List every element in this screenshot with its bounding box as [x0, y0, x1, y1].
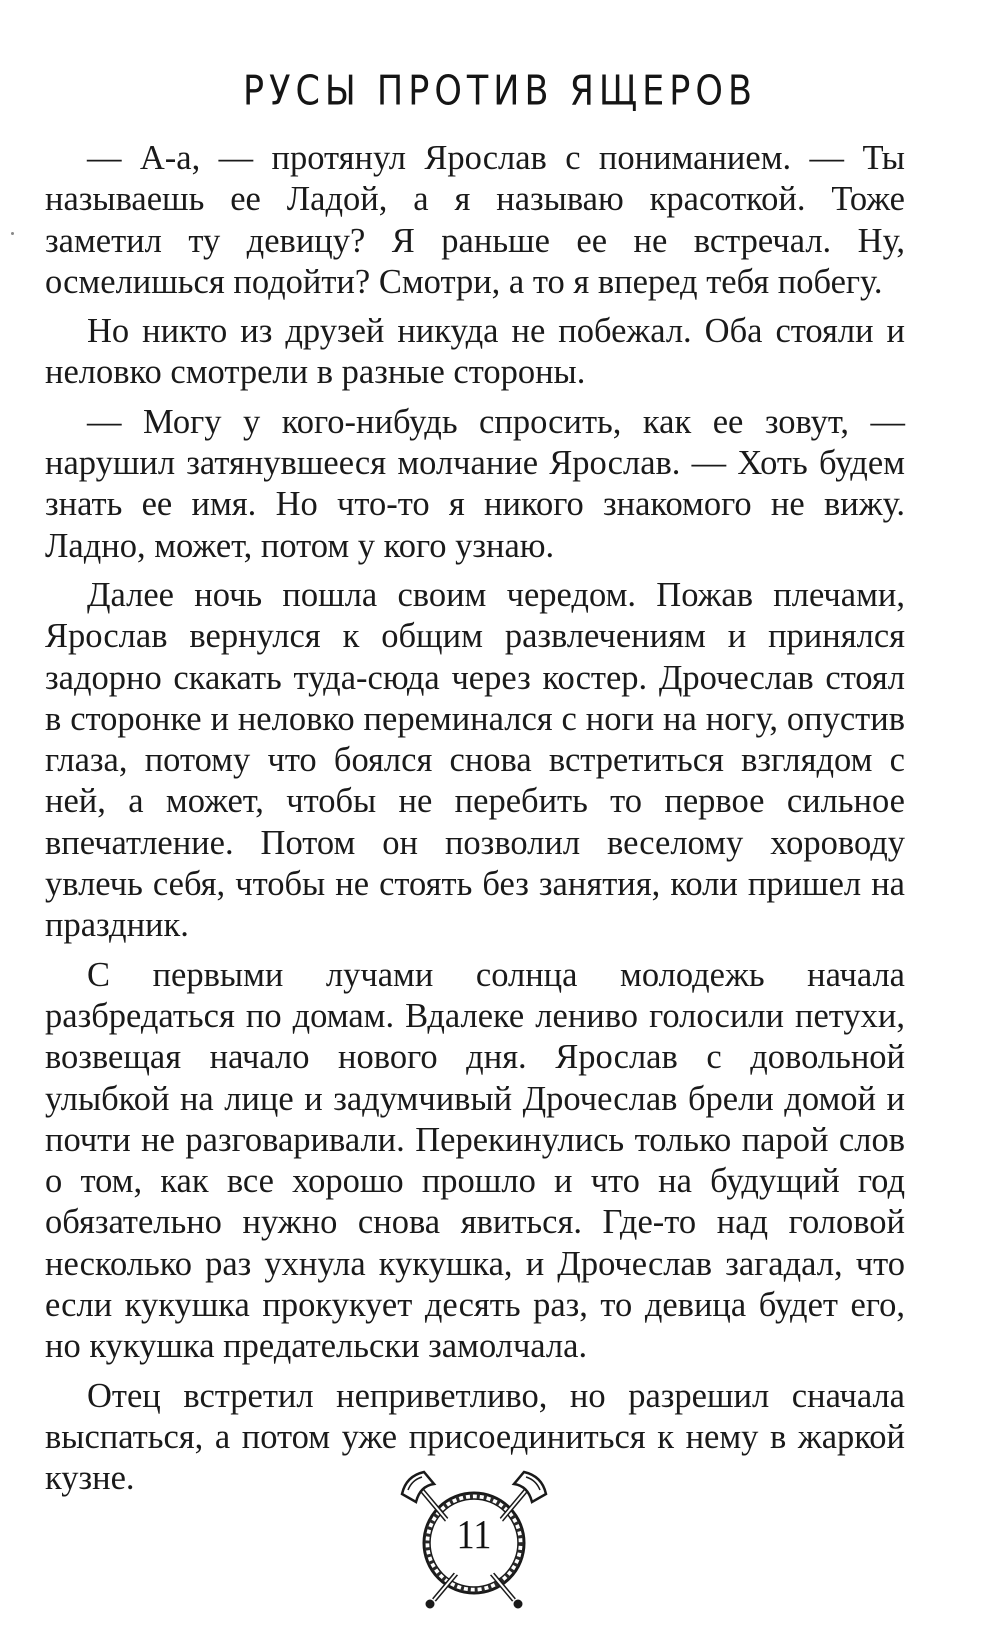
paragraph-3: — Могу у кого-нибудь спросить, как ее зовут, — нарушил затянувшееся молчание Ярослав. — Хоть будем знать ее имя. Но что-то я никого знакомого не вижу. Ладно, может, потом у кого узнаю.: [45, 402, 905, 565]
running-head-title: РУСЫ ПРОТИВ ЯЩЕРОВ: [243, 68, 757, 116]
paragraph-5: С первыми лучами солнца молодежь начала разбредаться по домам. Вдалеке лениво голосили петухи, возвещая начало нового дня. Ярослав с довольной улыбкой на лице и задумчивый Дрочеслав брели домой и почти не разговаривали. Перекинулись только парой слов о том, как все хорошо прошло и что на будущий год обязательно нужно снова явиться. Где-то над головой несколько раз ухнула кукушка, и Дрочеслав загадал, что если кукушка прокукует десять раз, то девица будет его, но кукушка предательски замолчала.: [45, 955, 905, 1366]
paragraph-2: Но никто из друзей никуда не побежал. Оба стояли и неловко смотрели в разные стороны.: [45, 312, 905, 392]
paragraph-4: Далее ночь пошла своим чередом. Пожав плечами, Ярослав вернулся к общим развлечениям и принялся задорно скакать туда-сюда через костер. Дрочеслав стоял в сторонке и неловко переминался с ноги на ногу, опустив глаза, потому что боялся снова встретиться взглядом с ней, а может, чтобы не перебить то первое сильное впечатление. Потом он позволил веселому хороводу увлечь себя, чтобы не стоять без занятия, коли пришел на праздник.: [45, 575, 905, 945]
scan-speck: [11, 232, 14, 235]
paragraph-6: Отец встретил неприветливо, но разрешил сначала выспаться, а потом уже присоединиться к нему в жаркой кузне.: [45, 1376, 905, 1498]
paragraph-1: — А-а, — протянул Ярослав с пониманием. — Ты называешь ее Ладой, а я называю красоткой. Тоже заметил ту девицу? Я раньше ее не встречал. Ну, осмелишься подойти? Смотри, а то я вперед тебя побегу.: [45, 139, 905, 301]
body-text: [45, 138, 905, 1508]
page-number: 11: [456, 1511, 492, 1557]
